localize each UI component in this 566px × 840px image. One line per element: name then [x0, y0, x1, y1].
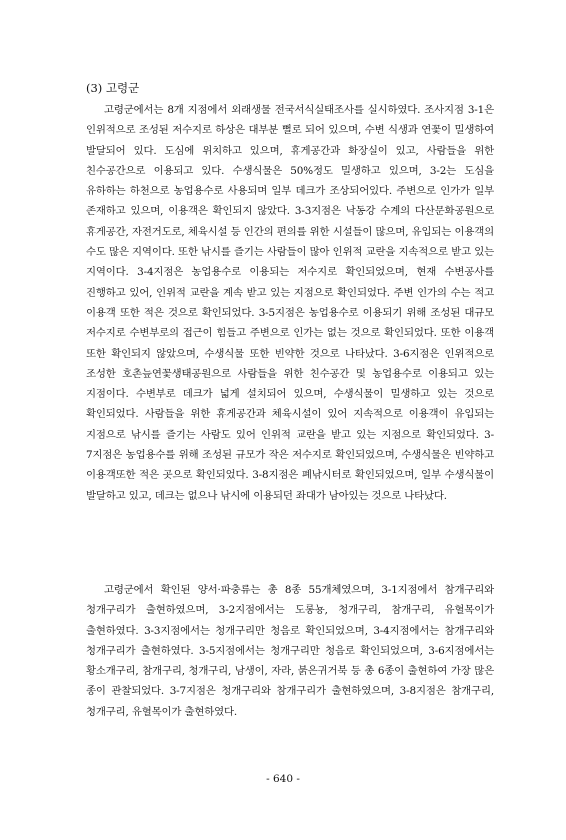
section-heading: (3) 고령군 [86, 81, 140, 95]
body-paragraph: 고령군에서는 8개 지점에서 외래생물 전국서식실태조사를 실시하였다. 조사지점 3-1은 인위적으로 조성된 저수지로 하상은 대부분 뻘로 되어 있으며, 수변 식생과 연꽃이 밀생하여 발달되어 있다. 도심에 위치하고 있으며, 휴게공간과 화장실이 있고, 사람들을 위한 친수공간으로 이용되고 있다. 수생식물은 50%정도 밀생하고 있으며, 3-2는 도심을 유하하는 하천으로 농업용수로 사용되며 일부 데크가 조상되어있다. 주변으로 인가가 일부 존재하고 있으며, 이용객은 확인되지 않았다. 3-3지점은 낙동강 수계의 다산문화공원으로 휴게공간, 자전거도로, 체육시설 등 인간의 편의를 위한 시설들이 많으며, 유입되는 이용객의 수도 많은 지역이다. 또한 낚시를 즐기는 사람들이 많아 인위적 교란을 지속적으로 받고 있는 지역이다. 3-4지점은 농업용수로 이용되는 저수지로 확인되었으며, 현재 수변공사를 진행하고 있어, 인위적 교란을 계속 받고 있는 지점으로 확인되었다. 주변 인가의 수는 적고 이용객 또한 적은 것으로 확인되었다. 3-5지점은 농업용수로 이용되기 위해 조성된 대규모 저수지로 수변부로의 접근이 힘들고 주변으로 인가는 없는 것으로 확인되었다. 또한 이용객 또한 확인되지 않았으며, 수생식물 또한 빈약한 것으로 나타났다. 3-6지점은 인위적으로 조성한 호촌늪연꽃생태공원으로 사람들을 위한 친수공간 및 농업용수로 이용되고 있는 지점이다. 수변부로 데크가 넓게 설치되어 있으며, 수생식물이 밀생하고 있는 것으로 확인되었다. 사람들을 위한 휴게공간과 체육시설이 있어 지속적으로 이용객이 유입되는 지점으로 낚시를 즐기는 사람도 있어 인위적 교란을 받고 있는 지점으로 확인되었다. 3-7지점은 농업용수를 위해 조성된 규모가 작은 저수지로 확인되었으며, 수생식물은 빈약하고 이용객또한 적은 곳으로 확인되었다. 3-8지점은 폐낚시터로 확인되었으며, 일부 수생식물이 발달하고 있고, 데크는 없으나 낚시에 이용되던 좌대가 남아있는 것으로 나타났다. [86, 104, 494, 502]
page-number: - 640 - [266, 773, 300, 785]
body-paragraph: 고령군에서 확인된 양서·파충류는 총 8종 55개체였으며, 3-1지점에서 참개구리와 청개구리가 출현하였으며, 3-2지점에서는 도롱뇽, 청개구리, 참개구리, 유혈목이가 출현하였다. 3-3지점에서는 청개구리만 청음로 확인되었으며, 3-4지점에서는 참개구리와 청개구리가 출현하였다. 3-5지점에서는 청개구리만 청음로 확인되었으며, 3-6지점에서는 황소개구리, 참개구리, 청개구리, 남생이, 자라, 붉은귀거북 등 총 6종이 출현하여 가장 많은 종이 관찰되었다. 3-7지점은 청개구리와 참개구리가 출현하였으며, 3-8지점은 참개구리, 청개구리, 유혈목이가 출현하였다. [86, 584, 494, 718]
